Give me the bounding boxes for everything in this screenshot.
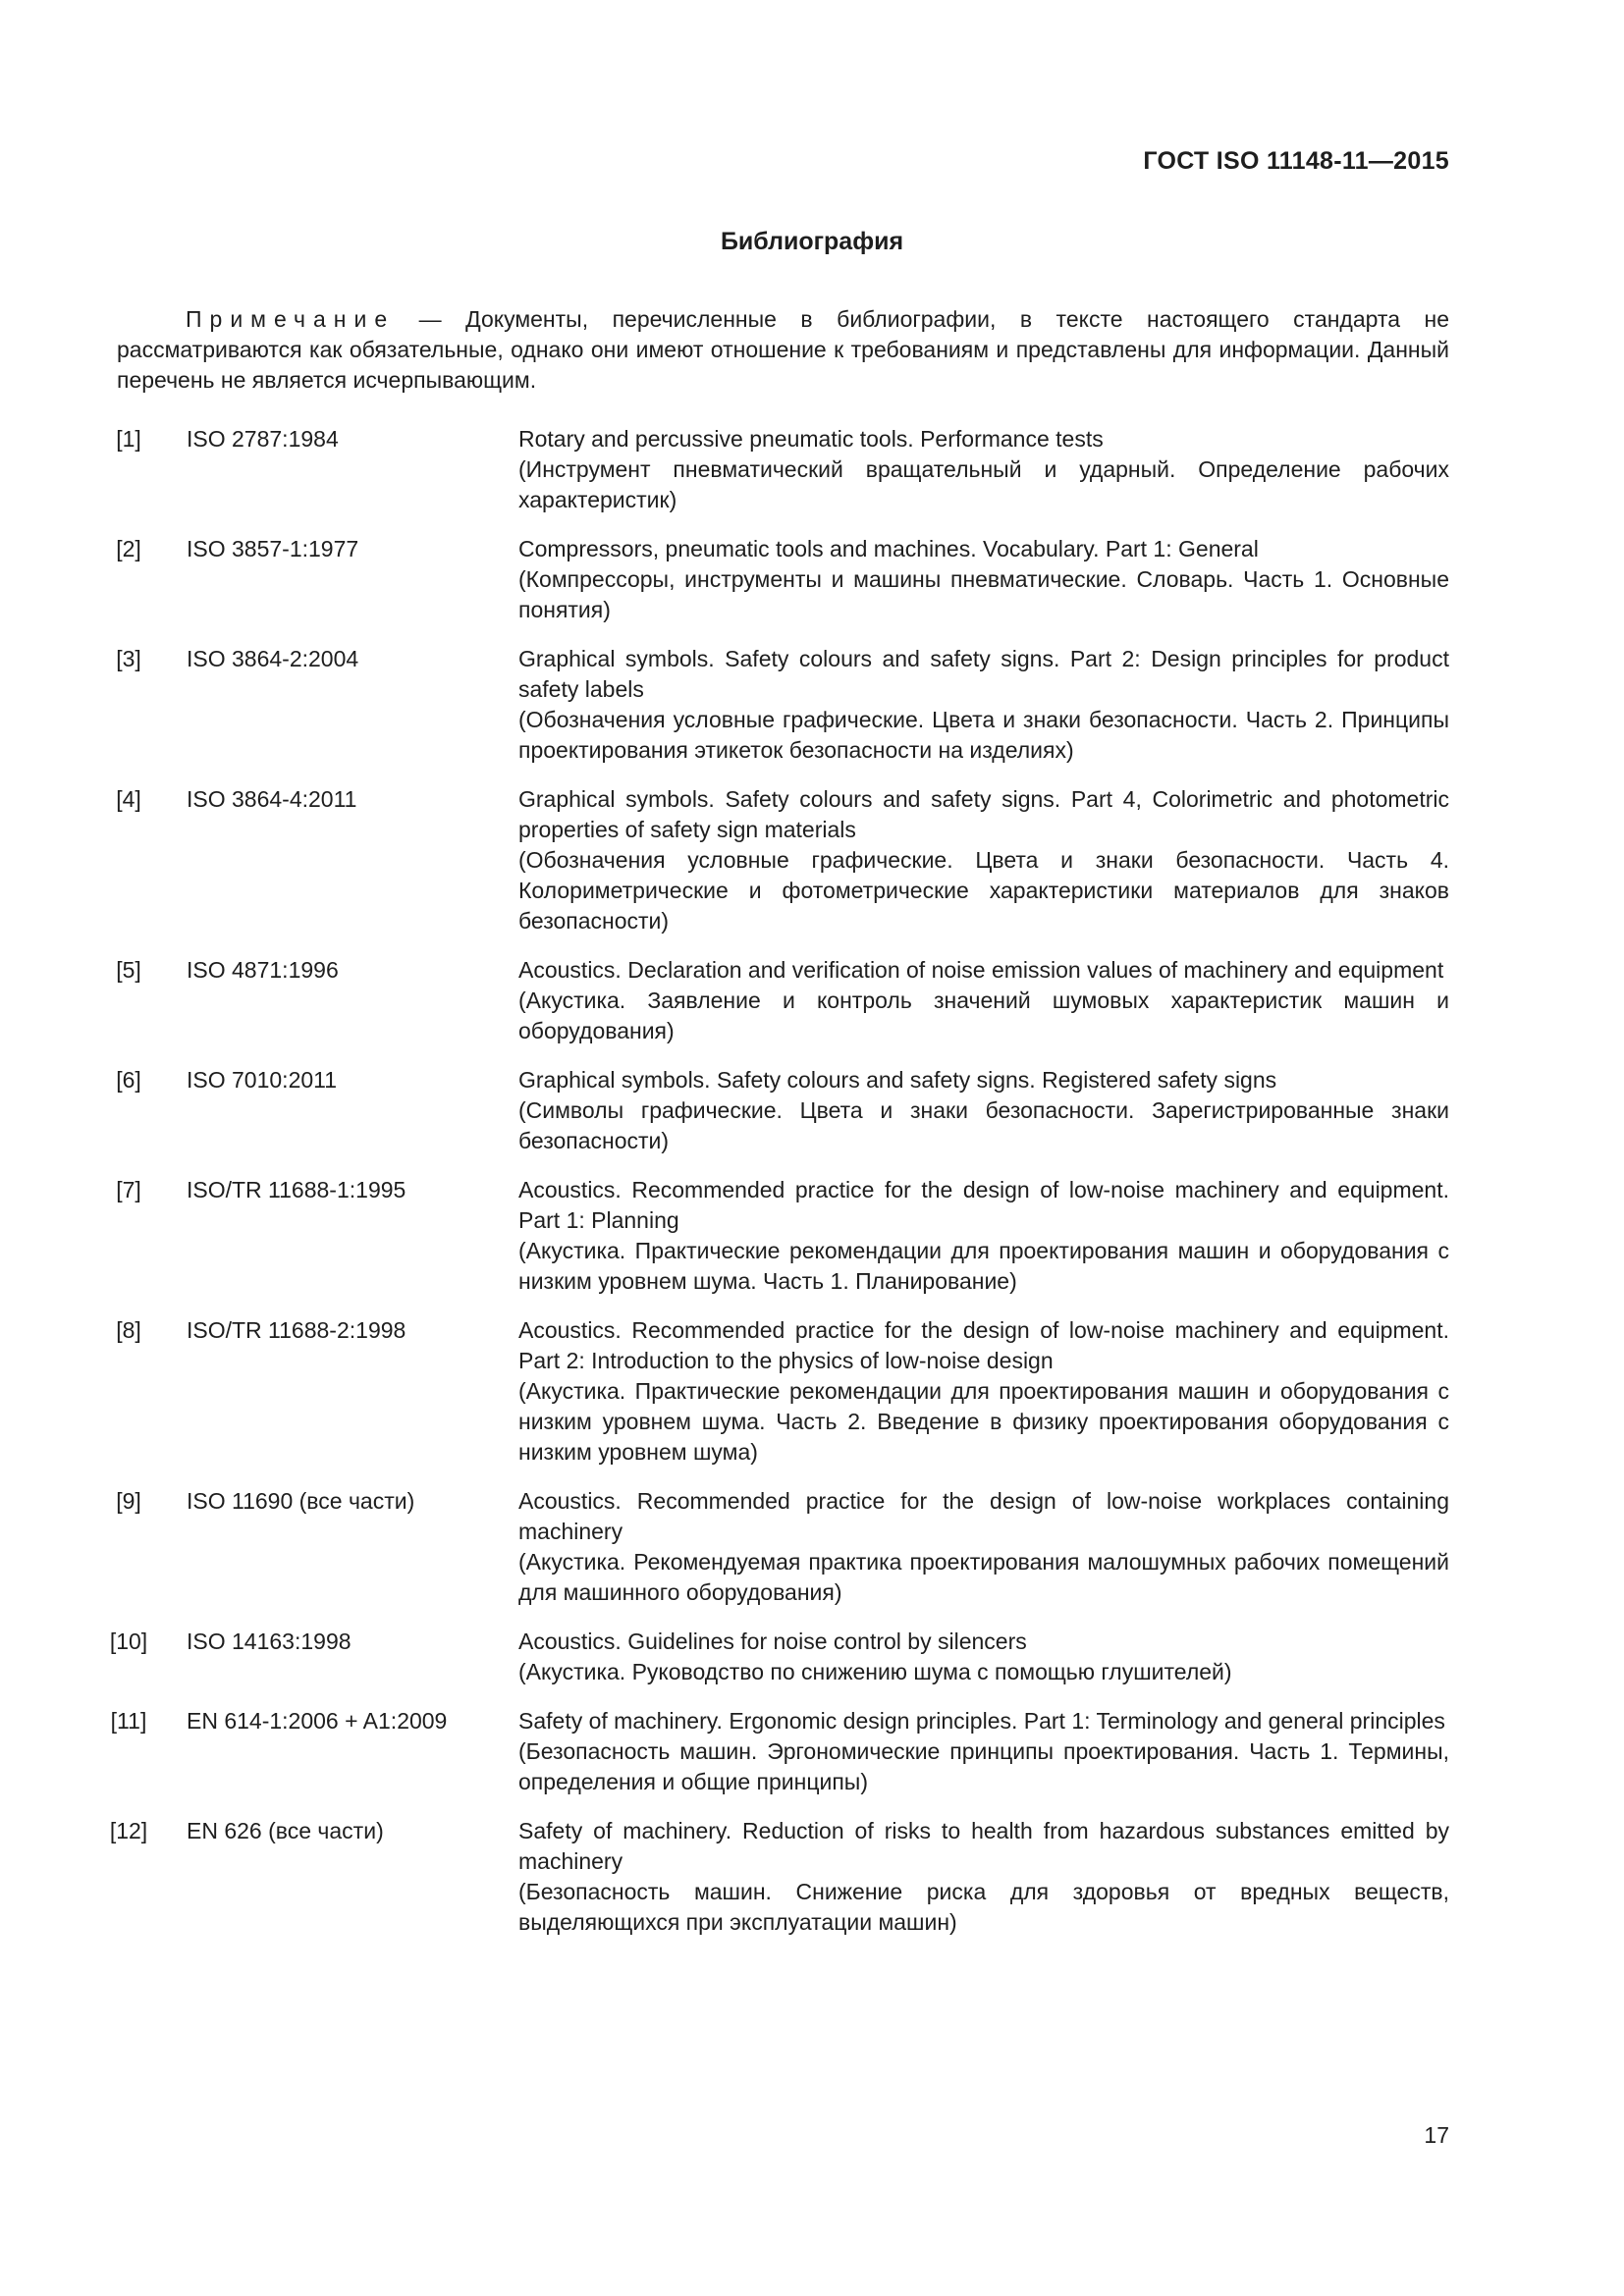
reference-description xyxy=(518,1486,1449,1608)
reference-number: [12] xyxy=(109,1818,148,1843)
reference-code: ISO 2787:1984 xyxy=(187,426,339,452)
reference-number: [5] xyxy=(116,957,141,983)
reference-title-ru: (Акустика. Рекомендуемая практика проектирования малошумных рабочих помещений для машинного оборудования) xyxy=(518,1549,1449,1605)
reference-code: ISO 7010:2011 xyxy=(187,1067,338,1093)
reference-title-ru: (Инструмент пневматический вращательный и ударный. Определение рабочих характеристик) xyxy=(518,456,1449,512)
reference-item xyxy=(0,534,1624,625)
reference-list xyxy=(0,424,1624,1956)
reference-item xyxy=(0,424,1624,515)
reference-code: ISO 3857-1:1977 xyxy=(187,536,359,561)
reference-title-ru: (Безопасность машин. Снижение риска для здоровья от вредных веществ, выделяющихся при эксплуатации машин) xyxy=(518,1879,1449,1935)
reference-description xyxy=(518,1816,1449,1938)
reference-code: ISO 4871:1996 xyxy=(187,957,339,983)
reference-description xyxy=(518,1706,1449,1797)
reference-title-ru: (Компрессоры, инструменты и машины пневматические. Словарь. Часть 1. Основные понятия) xyxy=(518,566,1449,622)
reference-title-ru: (Акустика. Практические рекомендации для проектирования машин и оборудования с низким уровнем шума. Часть 2. Введение в физику проектирования оборудования с низким уровнем шума) xyxy=(518,1378,1449,1465)
reference-title-en: Compressors, pneumatic tools and machines. Vocabulary. Part 1: General xyxy=(518,536,1259,561)
reference-code: ISO 3864-4:2011 xyxy=(187,786,357,812)
reference-description xyxy=(518,1065,1449,1156)
standard-code: ГОСТ ISO 11148-11—2015 xyxy=(1143,147,1449,175)
reference-title-ru: (Обозначения условные графические. Цвета и знаки безопасности. Часть 2. Принципы проектирования этикеток безопасности на изделиях) xyxy=(518,707,1449,763)
reference-item xyxy=(0,784,1624,936)
reference-title-en: Graphical symbols. Safety colours and safety signs. Part 4, Colorimetric and photometric properties of safety sign materials xyxy=(518,786,1449,842)
reference-code: EN 614-1:2006 + A1:2009 xyxy=(187,1708,448,1734)
reference-number: [1] xyxy=(116,426,141,452)
reference-number: [6] xyxy=(116,1067,141,1093)
reference-number: [8] xyxy=(116,1317,141,1343)
reference-code: EN 626 (все части) xyxy=(187,1818,384,1843)
page-number: 17 xyxy=(1424,2122,1449,2148)
reference-title-en: Safety of machinery. Ergonomic design principles. Part 1: Terminology and general principles xyxy=(518,1708,1445,1734)
reference-number: [4] xyxy=(116,786,141,812)
reference-description xyxy=(518,644,1449,766)
reference-title-en: Acoustics. Recommended practice for the design of low-noise machinery and equipment. Part 2: Introduction to the physics of low-noise design xyxy=(518,1317,1449,1373)
reference-title-en: Acoustics. Recommended practice for the design of low-noise workplaces containing machinery xyxy=(518,1488,1449,1544)
reference-item xyxy=(0,1175,1624,1297)
reference-item xyxy=(0,1706,1624,1797)
reference-number: [2] xyxy=(116,536,141,561)
note-label: Примечание xyxy=(186,306,396,332)
reference-title-ru: (Обозначения условные графические. Цвета и знаки безопасности. Часть 4. Колориметрические и фотометрические характеристики материалов для знаков безопасности) xyxy=(518,847,1449,934)
reference-description xyxy=(518,534,1449,625)
reference-title-en: Rotary and percussive pneumatic tools. Performance tests xyxy=(518,426,1104,452)
reference-title-ru: (Символы графические. Цвета и знаки безопасности. Зарегистрированные знаки безопасности) xyxy=(518,1097,1449,1153)
reference-item xyxy=(0,1816,1624,1938)
page-title: Библиография xyxy=(720,228,904,255)
reference-number: [7] xyxy=(116,1177,141,1202)
reference-number: [9] xyxy=(116,1488,141,1514)
reference-item xyxy=(0,1065,1624,1156)
reference-code: ISO 3864-2:2004 xyxy=(187,646,359,671)
reference-title-en: Safety of machinery. Reduction of risks to health from hazardous substances emitted by machinery xyxy=(518,1818,1449,1874)
reference-title-en: Acoustics. Recommended practice for the design of low-noise machinery and equipment. Part 1: Planning xyxy=(518,1177,1449,1233)
reference-code: ISO/TR 11688-1:1995 xyxy=(187,1177,406,1202)
reference-title-en: Acoustics. Guidelines for noise control by silencers xyxy=(518,1629,1027,1654)
reference-code: ISO 14163:1998 xyxy=(187,1629,352,1654)
reference-code: ISO 11690 (все части) xyxy=(187,1488,415,1514)
reference-title-en: Graphical symbols. Safety colours and safety signs. Part 2: Design principles for product safety labels xyxy=(518,646,1449,702)
reference-title-ru: (Акустика. Заявление и контроль значений шумовых характеристик машин и оборудования) xyxy=(518,988,1449,1043)
reference-description xyxy=(518,1627,1449,1687)
reference-item xyxy=(0,1627,1624,1687)
reference-title-en: Graphical symbols. Safety colours and safety signs. Registered safety signs xyxy=(518,1067,1277,1093)
reference-title-en: Acoustics. Declaration and verification of noise emission values of machinery and equipment xyxy=(518,957,1444,983)
reference-number: [11] xyxy=(110,1708,147,1734)
note-text: — Документы, перечисленные в библиографии, в тексте настоящего стандарта не рассматриваются как обязательные, однако они имеют отношение к требованиям и представлены для информации. Данный перечень не является исчерпывающим. xyxy=(117,306,1449,393)
note-paragraph xyxy=(117,304,1449,396)
reference-number: [3] xyxy=(116,646,141,671)
reference-item xyxy=(0,955,1624,1046)
reference-description xyxy=(518,784,1449,936)
reference-title-ru: (Акустика. Руководство по снижению шума с помощью глушителей) xyxy=(518,1659,1232,1684)
reference-title-ru: (Безопасность машин. Эргономические принципы проектирования. Часть 1. Термины, определения и общие принципы) xyxy=(518,1738,1449,1794)
reference-item xyxy=(0,1486,1624,1608)
reference-description xyxy=(518,955,1449,1046)
reference-title-ru: (Акустика. Практические рекомендации для проектирования машин и оборудования с низким уровнем шума. Часть 1. Планирование) xyxy=(518,1238,1449,1294)
reference-description xyxy=(518,424,1449,515)
reference-description xyxy=(518,1175,1449,1297)
reference-description xyxy=(518,1315,1449,1468)
reference-item xyxy=(0,644,1624,766)
reference-number: [10] xyxy=(109,1629,148,1654)
reference-item xyxy=(0,1315,1624,1468)
reference-code: ISO/TR 11688-2:1998 xyxy=(187,1317,406,1343)
